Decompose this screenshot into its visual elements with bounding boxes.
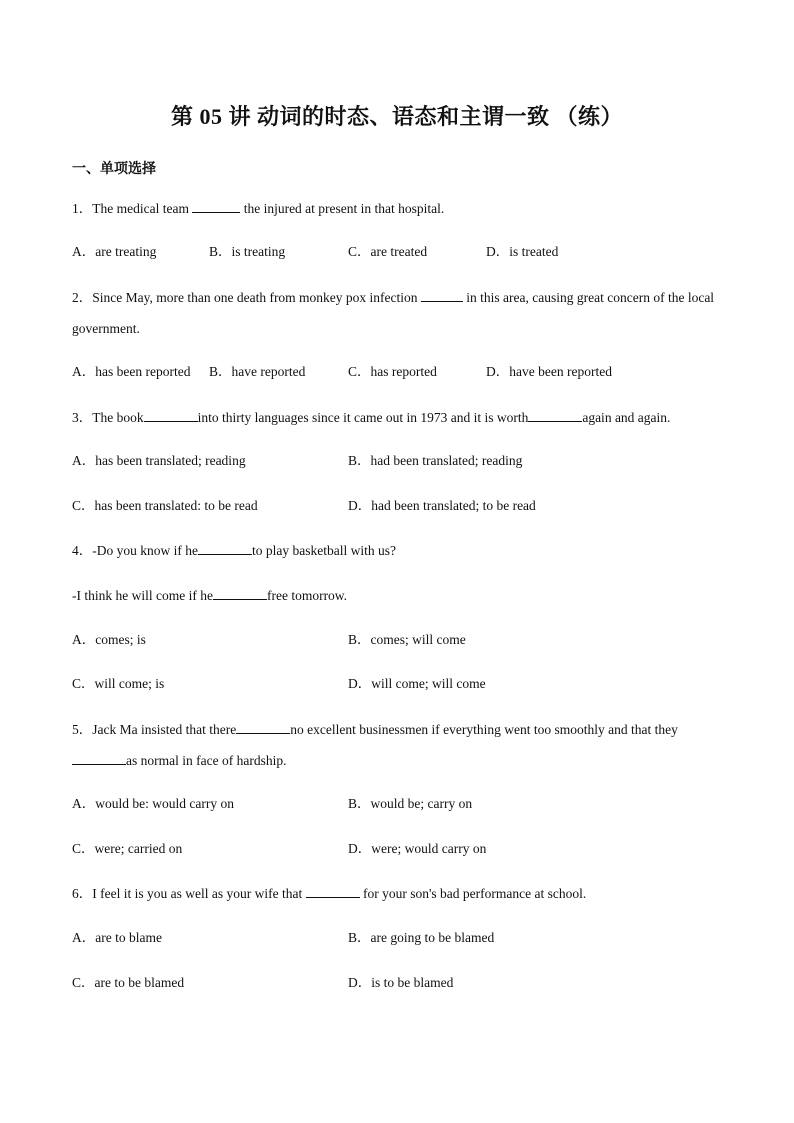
option-text: were; carried on <box>94 841 183 856</box>
option-a[interactable] <box>72 630 146 650</box>
question-text: to play basketball with us? <box>251 543 396 558</box>
answer-blank <box>421 288 463 302</box>
option-text: has been reported <box>95 364 191 379</box>
option-c[interactable] <box>72 839 182 859</box>
question-text: the injured at present in that hospital. <box>240 201 445 216</box>
question-text: Since May, more than one death from monkey pox infection <box>92 290 421 305</box>
option-c[interactable] <box>348 242 427 262</box>
option-letter: C． <box>348 364 371 379</box>
options-row-q1 <box>72 242 732 262</box>
option-text: is treating <box>231 244 286 259</box>
option-letter: A． <box>72 364 96 379</box>
options-row-q4a <box>72 630 732 650</box>
answer-blank <box>198 541 252 555</box>
answer-blank <box>144 408 198 422</box>
option-letter: C． <box>72 498 95 513</box>
question-number: 1． <box>72 201 93 216</box>
question-text: in this area, causing great concern of the local government. <box>72 290 715 336</box>
options-row-q2 <box>72 362 732 382</box>
options-row-q6b <box>72 973 732 993</box>
option-a[interactable] <box>72 794 234 814</box>
option-text: comes; will come <box>370 632 466 647</box>
option-d[interactable] <box>348 973 453 993</box>
option-letter: B． <box>348 930 371 945</box>
question-text: -Do you know if he <box>92 543 198 558</box>
option-b[interactable] <box>348 928 494 948</box>
question-number: 6． <box>72 886 93 901</box>
options-row-q3b <box>72 496 732 516</box>
options-row-q4b <box>72 674 732 694</box>
option-letter: B． <box>209 364 232 379</box>
answer-blank <box>72 751 126 765</box>
options-row-q5a <box>72 794 732 814</box>
option-letter: B． <box>209 244 232 259</box>
option-b[interactable] <box>348 630 466 650</box>
option-text: are treating <box>95 244 157 259</box>
question-text: free tomorrow. <box>266 588 348 603</box>
option-text: had been translated; to be read <box>371 498 536 513</box>
page-title: 第 05 讲 动词的时态、语态和主谓一致 （练） <box>170 104 623 129</box>
option-d[interactable] <box>348 839 486 859</box>
option-letter: D． <box>348 676 372 691</box>
option-letter: B． <box>348 796 371 811</box>
option-text: will come; will come <box>371 676 486 691</box>
option-text: comes; is <box>95 632 146 647</box>
answer-blank <box>192 199 240 213</box>
question-text: as normal in face of hardship. <box>126 753 287 768</box>
option-text: is to be blamed <box>371 975 454 990</box>
question-1 <box>72 193 722 224</box>
option-letter: A． <box>72 244 96 259</box>
question-text: The book <box>92 410 144 425</box>
option-letter: A． <box>72 453 96 468</box>
option-b[interactable] <box>348 451 522 471</box>
question-text: no excellent businessmen if everything went too smoothly and that they <box>290 722 678 737</box>
question-number: 5． <box>72 722 93 737</box>
question-text: again and again. <box>582 410 671 425</box>
option-text: is treated <box>509 244 559 259</box>
question-number: 4． <box>72 543 93 558</box>
section-heading: 一、单项选择 <box>72 162 156 177</box>
option-c[interactable] <box>348 362 437 382</box>
options-row-q3a <box>72 451 732 471</box>
question-text: for your son's bad performance at school. <box>359 886 587 901</box>
option-b[interactable] <box>209 242 285 262</box>
option-c[interactable] <box>72 973 184 993</box>
option-b[interactable] <box>348 794 472 814</box>
option-c[interactable] <box>72 674 164 694</box>
option-b[interactable] <box>209 362 305 382</box>
option-text: were; would carry on <box>371 841 487 856</box>
option-text: has reported <box>370 364 437 379</box>
answer-blank <box>528 408 582 422</box>
answer-blank <box>306 884 360 898</box>
option-c[interactable] <box>72 496 258 516</box>
option-letter: C． <box>348 244 371 259</box>
question-3 <box>72 402 722 433</box>
question-text: -I think he will come if he <box>72 588 213 603</box>
option-text: are to blame <box>95 930 162 945</box>
question-text: I feel it is you as well as your wife that <box>92 886 306 901</box>
question-4-reply <box>72 580 722 611</box>
question-text: The medical team <box>92 201 193 216</box>
option-text: have been reported <box>509 364 612 379</box>
question-6 <box>72 878 722 909</box>
option-letter: D． <box>348 841 372 856</box>
option-d[interactable] <box>348 674 486 694</box>
option-letter: C． <box>72 975 95 990</box>
question-2 <box>72 282 722 344</box>
option-letter: D． <box>486 244 510 259</box>
question-5 <box>72 714 722 776</box>
option-d[interactable] <box>348 496 536 516</box>
option-a[interactable] <box>72 451 246 471</box>
option-text: has been translated: to be read <box>94 498 258 513</box>
option-a[interactable] <box>72 362 190 382</box>
option-letter: B． <box>348 632 371 647</box>
option-letter: D． <box>348 975 372 990</box>
option-d[interactable] <box>486 362 612 382</box>
option-letter: C． <box>72 841 95 856</box>
option-text: would be: would carry on <box>95 796 234 811</box>
option-letter: A． <box>72 632 96 647</box>
option-a[interactable] <box>72 928 162 948</box>
answer-blank <box>236 720 290 734</box>
option-text: will come; is <box>94 676 165 691</box>
option-d[interactable] <box>486 242 558 262</box>
question-text: into thirty languages since it came out in 1973 and it is worth <box>197 410 529 425</box>
option-letter: A． <box>72 930 96 945</box>
option-text: are treated <box>370 244 428 259</box>
options-row-q5b <box>72 839 732 859</box>
question-4 <box>72 535 722 566</box>
options-row-q6a <box>72 928 732 948</box>
question-text: Jack Ma insisted that there <box>92 722 237 737</box>
option-letter: C． <box>72 676 95 691</box>
option-letter: B． <box>348 453 371 468</box>
option-text: have reported <box>231 364 306 379</box>
option-a[interactable] <box>72 242 156 262</box>
option-letter: D． <box>486 364 510 379</box>
option-text: has been translated; reading <box>95 453 246 468</box>
option-text: had been translated; reading <box>370 453 523 468</box>
answer-blank <box>213 586 267 600</box>
option-letter: A． <box>72 796 96 811</box>
question-number: 2． <box>72 290 93 305</box>
option-letter: D． <box>348 498 372 513</box>
question-number: 3． <box>72 410 93 425</box>
option-text: are to be blamed <box>94 975 185 990</box>
option-text: would be; carry on <box>370 796 473 811</box>
option-text: are going to be blamed <box>370 930 495 945</box>
